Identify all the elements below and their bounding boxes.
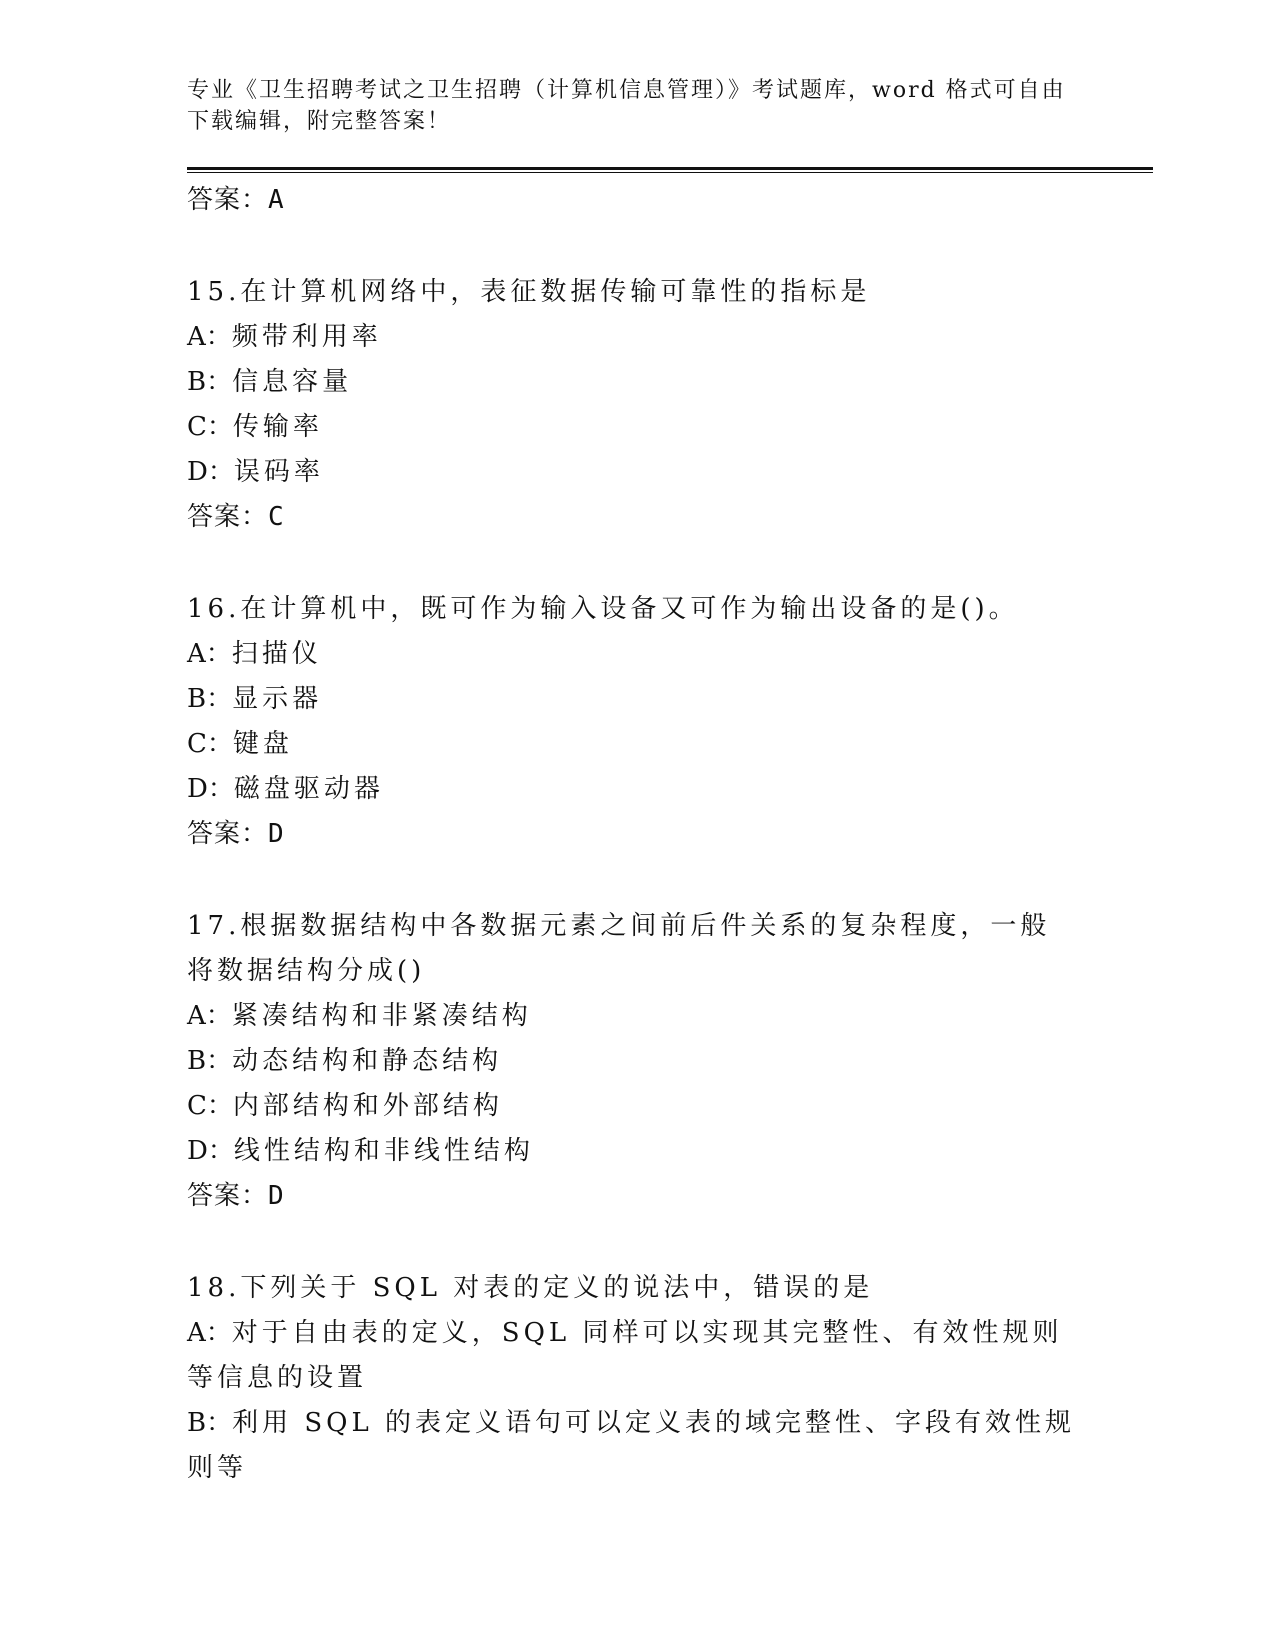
option-text: 动态结构和静态结构 xyxy=(232,1046,503,1076)
option-text: 磁盘驱动器 xyxy=(233,774,384,804)
option-key: C： xyxy=(187,412,233,442)
option-b xyxy=(187,677,1077,722)
option-text: 紧凑结构和非紧凑结构 xyxy=(231,1001,532,1031)
option-a xyxy=(187,994,1077,1039)
question-block xyxy=(187,270,1147,540)
option-text: 扫描仪 xyxy=(231,639,322,669)
option-key: A： xyxy=(187,1318,232,1348)
option-text: 内部结构和外部结构 xyxy=(232,1091,503,1121)
option-c xyxy=(187,722,1077,767)
document-page xyxy=(187,70,1147,1491)
header-divider-thick xyxy=(187,167,1153,170)
option-key: C： xyxy=(187,1091,233,1121)
option-a xyxy=(187,632,1077,677)
option-text: 对于自由表的定义，SQL 同样可以实现其完整性、有效性规则等信息的设置 xyxy=(187,1318,1063,1393)
option-a xyxy=(187,315,1077,360)
option-key: B： xyxy=(187,367,233,397)
option-text: 键盘 xyxy=(232,729,293,759)
option-key: A： xyxy=(187,1001,232,1031)
option-text: 频带利用率 xyxy=(231,322,382,352)
question-stem: 17.根据数据结构中各数据元素之间前后件关系的复杂程度，一般将数据结构分成() xyxy=(187,911,1051,986)
option-key: B： xyxy=(187,1408,233,1438)
option-key: D： xyxy=(187,457,234,487)
option-key: B： xyxy=(187,1046,233,1076)
option-text: 信息容量 xyxy=(232,367,353,397)
option-text: 传输率 xyxy=(232,412,323,442)
option-text: 线性结构和非线性结构 xyxy=(233,1136,534,1166)
option-key: A： xyxy=(187,639,232,669)
option-d xyxy=(187,1129,1077,1174)
option-key: C： xyxy=(187,729,233,759)
option-d xyxy=(187,450,1077,495)
option-key: D： xyxy=(187,1136,234,1166)
option-d xyxy=(187,767,1077,812)
answer-line: 答案：A xyxy=(187,185,285,215)
option-key: A： xyxy=(187,322,232,352)
option-b xyxy=(187,1039,1077,1084)
question-block xyxy=(187,904,1147,1219)
answer-line: 答案：C xyxy=(187,502,285,532)
option-key: B： xyxy=(187,684,233,714)
option-a xyxy=(187,1311,1077,1401)
answer-line: 答案：D xyxy=(187,1181,285,1211)
header-divider-thin xyxy=(187,172,1153,173)
question-block xyxy=(187,587,1147,857)
option-text: 利用 SQL 的表定义语句可以定义表的域完整性、字段有效性规则等 xyxy=(187,1408,1076,1483)
option-text: 误码率 xyxy=(233,457,324,487)
answer-line: 答案：D xyxy=(187,819,285,849)
question-stem: 15.在计算机网络中，表征数据传输可靠性的指标是 xyxy=(187,277,871,307)
option-b xyxy=(187,1401,1077,1491)
question-stem: 16.在计算机中，既可作为输入设备又可作为输出设备的是()。 xyxy=(187,594,1019,624)
question-stem: 18.下列关于 SQL 对表的定义的说法中，错误的是 xyxy=(187,1273,874,1303)
option-key: D： xyxy=(187,774,234,804)
document-header: 专业《卫生招聘考试之卫生招聘（计算机信息管理）》考试题库，word 格式可自由下载编辑，附完整答案！ xyxy=(187,78,1066,134)
option-c xyxy=(187,405,1077,450)
option-c xyxy=(187,1084,1077,1129)
question-block xyxy=(187,1266,1147,1491)
option-b xyxy=(187,360,1077,405)
option-text: 显示器 xyxy=(232,684,323,714)
